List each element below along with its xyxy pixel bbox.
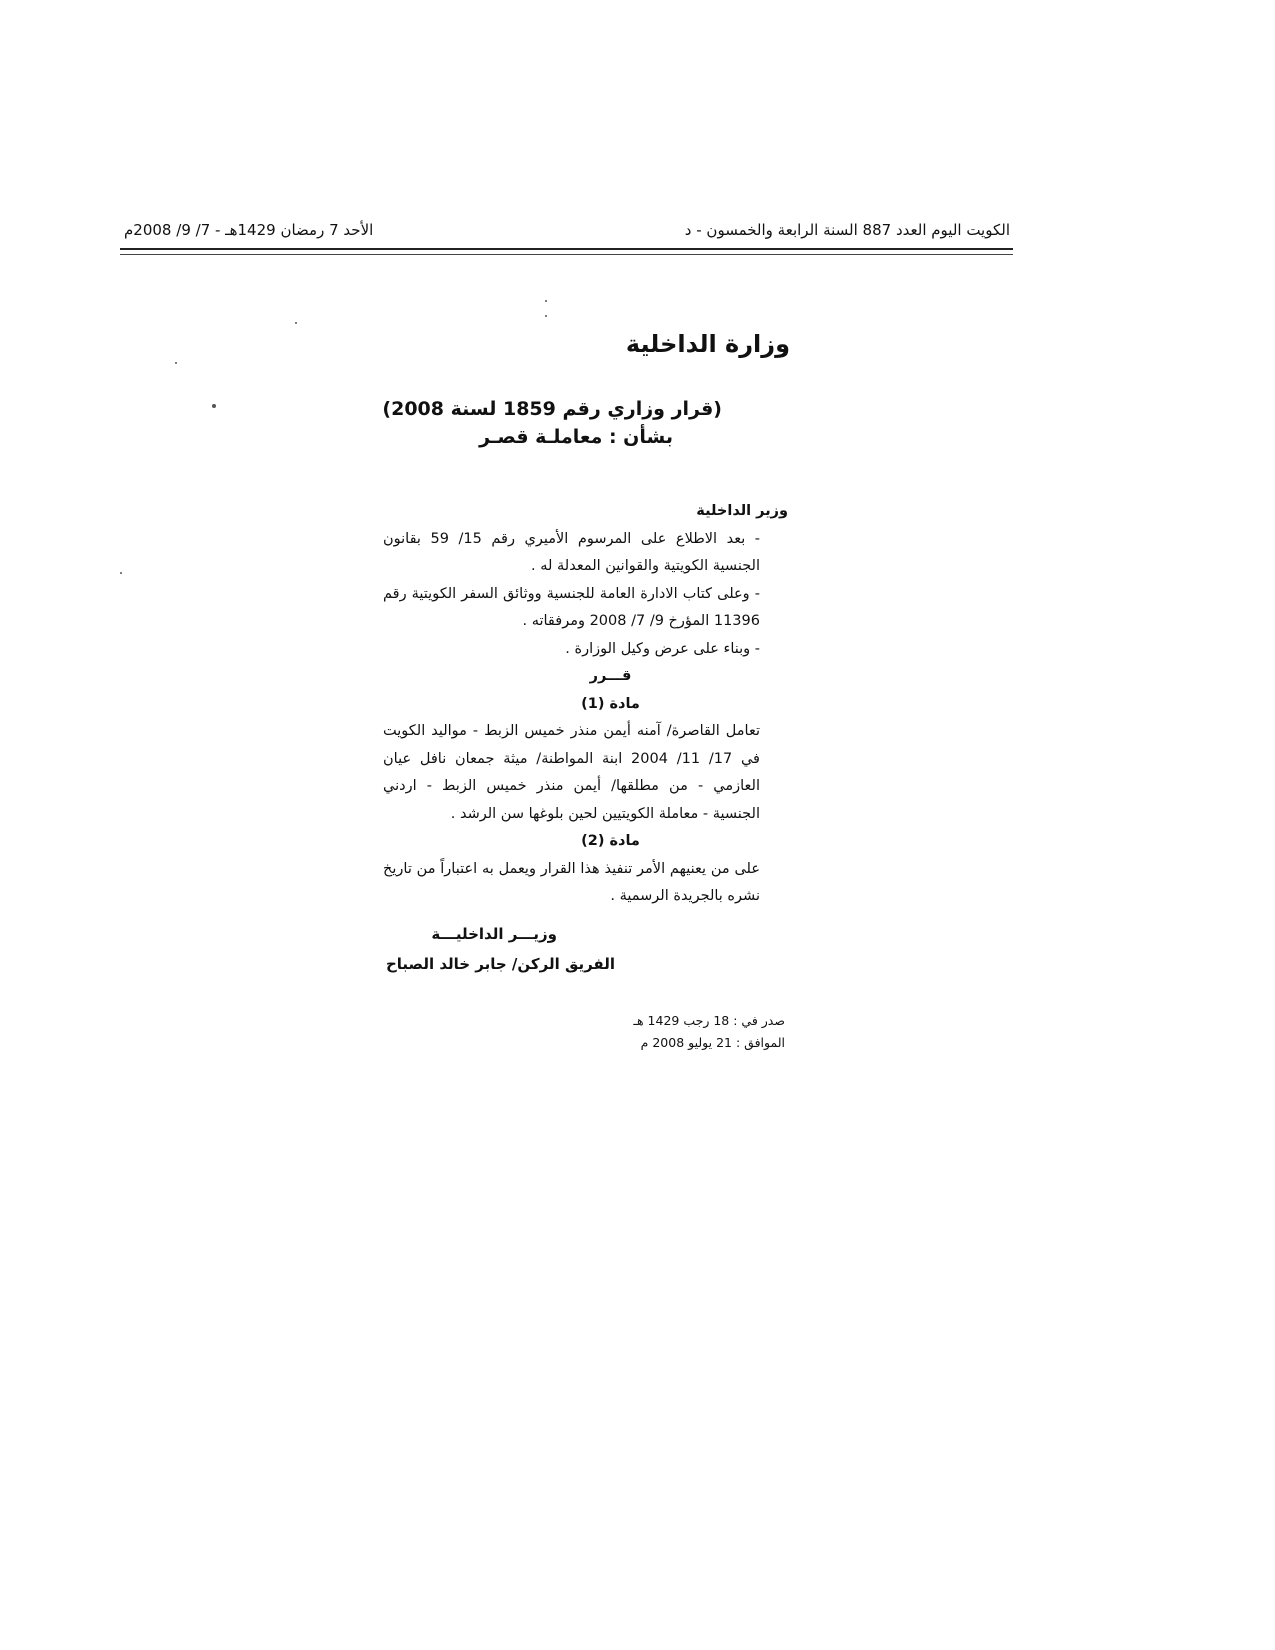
article-heading: مادة (1): [581, 695, 640, 712]
ministry-heading: وزارة الداخلية: [625, 330, 790, 358]
decision-title: (قرار وزاري رقم 1859 لسنة 2008): [382, 398, 722, 420]
issuer-line: وزير الداخلية: [696, 503, 788, 519]
issue-date-gregorian: الموافق : 21 يوليو 2008 م: [640, 1035, 785, 1050]
article-text: تعامل القاصرة/ آمنه أيمن منذر خميس الزبط - مواليد الكويت في 17/ 11/ 2004 ابنة المواطنة/ ميثة جمعان نافل عيان العازمي - من مطلقها/ أيمن منذر خميس الزبط - اردني الجنسية - معاملة الكويتيين لحين بلوغها سن الرشد .: [383, 723, 760, 822]
scan-speck: [545, 315, 547, 317]
article-text: على من يعنيهم الأمر تنفيذ هذا القرار ويعمل به اعتباراً من تاريخ نشره بالجريدة الرسمية .: [383, 860, 760, 904]
decides-heading: قـــرر: [589, 668, 632, 684]
scan-speck: [175, 362, 177, 364]
issue-dates: [633, 1010, 785, 1054]
issue-date-hijri: صدر في : 18 رجب 1429 هـ: [633, 1013, 785, 1028]
scan-speck: [545, 300, 547, 302]
preamble-item: - وعلى كتاب الادارة العامة للجنسية ووثائق السفر الكويتية رقم 11396 المؤرخ 9/ 7/ 2008 ومرفقاته .: [383, 585, 760, 629]
header-date: الأحد 7 رمضان 1429هـ - 7/ 9/ 2008م: [124, 221, 374, 239]
signatory-name: الفريق الركن/ جابر خالد الصباح: [385, 955, 615, 973]
decision-subject: بشأن : معاملـة قصـر: [479, 426, 673, 448]
header-rule-thick: [120, 248, 1013, 250]
header-issue-info: الكويت اليوم العدد 887 السنة الرابعة والخمسون - د: [684, 221, 1010, 239]
signatory-title: وزيـــر الداخليـــة: [431, 925, 557, 943]
scan-speck: [295, 322, 297, 324]
preamble-item: - بعد الاطلاع على المرسوم الأميري رقم 15/ 59 بقانون الجنسية الكويتية والقوانين المعدلة له .: [383, 530, 761, 574]
article-heading: مادة (2): [581, 833, 640, 849]
scan-speck: [120, 572, 122, 574]
preamble-item: - وبناء على عرض وكيل الوزارة .: [565, 640, 760, 657]
scan-speck: [212, 404, 216, 408]
header-rule-thin: [120, 254, 1013, 255]
decision-body: [383, 498, 788, 911]
